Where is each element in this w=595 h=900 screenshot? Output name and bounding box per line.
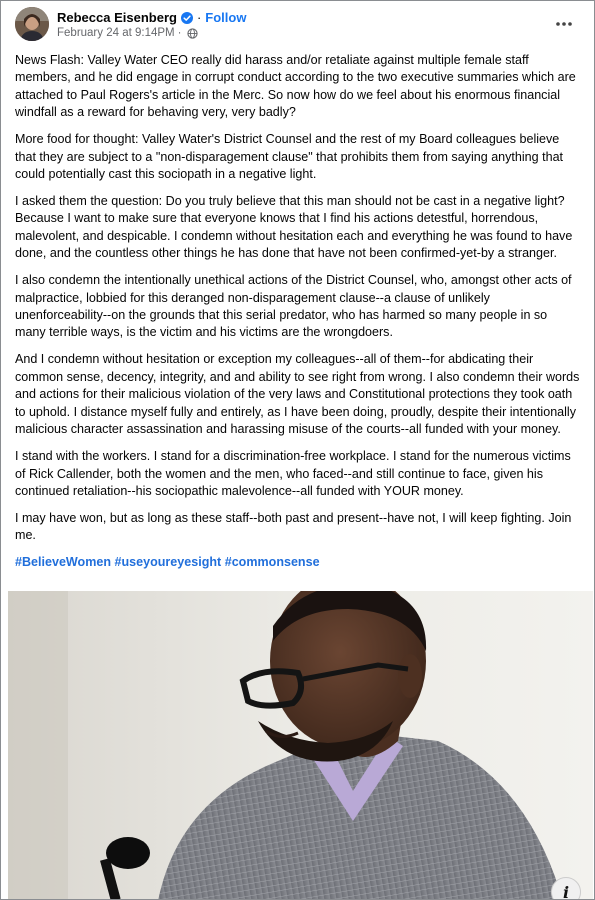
separator-dot: ·: [196, 10, 202, 25]
author-avatar[interactable]: [15, 7, 49, 41]
speaker-photo-illustration: [8, 591, 593, 900]
globe-icon[interactable]: [187, 28, 198, 39]
post-header: [15, 7, 580, 43]
hashtag-link[interactable]: #useyoureyesight: [114, 555, 222, 570]
verified-badge-icon: [181, 12, 193, 24]
post-paragraph: More food for thought: Valley Water's District Counsel and the rest of my Board colleagues believe that they are subject to a "non-disparagement clause" that prohibits them from saying anything that could potentially cast this sociopath in a negative light.: [15, 132, 564, 182]
meta-separator: ·: [177, 27, 182, 39]
post-timestamp[interactable]: February 24 at 9:14PM: [57, 27, 175, 39]
author-name[interactable]: Rebecca Eisenberg: [57, 10, 177, 25]
post-paragraph: I may have won, but as long as these staff--both past and present--have not, I will keep fighting. Join me.: [15, 510, 572, 543]
follow-button[interactable]: Follow: [205, 10, 247, 25]
hashtag-link[interactable]: #BelieveWomen: [15, 555, 112, 570]
post-paragraph: I stand with the workers. I stand for a discrimination-free workplace. I stand for the numerous victims of Rick Callender, both the women and the men, who faced--and still continue to face, given his continued retaliation--his sociopathic malevolence--all funded with YOUR money.: [15, 449, 571, 498]
hashtag-list: [15, 554, 581, 571]
post-paragraph: I also condemn the intentionally unethical actions of the District Counsel, who, amongst other acts of malpractice, lobbied for this deranged non-disparagement clause--a clause of unlikely unenforceability--on the grounds that this serial predator, who has harmed so many people in so many terrible ways, is the victim and his victims are the wrongdoers.: [15, 273, 572, 340]
post-text: [15, 52, 581, 581]
post-paragraph: News Flash: Valley Water CEO really did harass and/or retaliate against multiple female staff members, and he did engage in corrupt conduct according to the two executive summaries which are attached to Paul Rogers's article in the Merc. So now how do we feel about his enormous financial windfall as a reward for behaving very, very badly?: [15, 53, 576, 120]
post-paragraph: I asked them the question: Do you truly believe that this man should not be cast in a negative light? Because I want to make sure that everyone knows that I find his actions detestful, horrendous, malevolent, and despicable. I condemn without hesitation each and everything he was found to have done, and the countless other things he has done that have not been confirmed-yet-by a stranger.: [15, 194, 573, 261]
hashtag-link[interactable]: #commonsense: [224, 555, 320, 570]
post-meta: [57, 27, 198, 39]
more-options-icon[interactable]: [554, 19, 574, 29]
author-line: [57, 10, 246, 25]
info-icon[interactable]: i: [551, 877, 581, 900]
post-photo[interactable]: [8, 591, 593, 900]
post-paragraph: And I condemn without hesitation or exception my colleagues--all of them--for abdicating their common sense, decency, integrity, and and ability to see right from wrong. I also condemn their words and actions for their malicious violation of the very laws and Constitutional protections they took oath to uphold. I distance myself fully and entirely, as I have been doing, proudly, despite their intentionally malicious character assassination and harassing misuse of the courts--all funded with your money.: [15, 352, 580, 437]
